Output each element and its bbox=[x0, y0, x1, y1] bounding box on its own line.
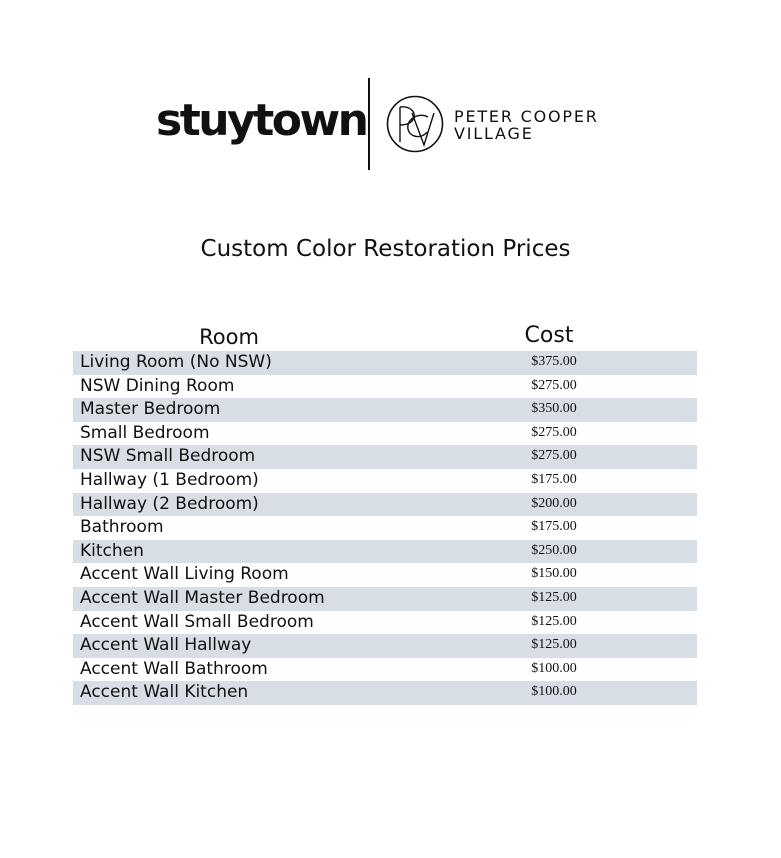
room-cell: Accent Wall Kitchen bbox=[80, 682, 249, 703]
room-cell: Master Bedroom bbox=[80, 399, 221, 420]
cost-cell: $375.00 bbox=[531, 354, 577, 369]
cost-cell: $100.00 bbox=[531, 660, 577, 676]
price-table bbox=[73, 322, 697, 705]
cost-cell: $250.00 bbox=[531, 542, 577, 558]
room-cell: Bathroom bbox=[80, 517, 164, 538]
cost-cell: $275.00 bbox=[531, 448, 577, 464]
column-header-room: Room bbox=[199, 325, 259, 349]
table-row bbox=[73, 493, 697, 517]
column-header-cost: Cost bbox=[524, 323, 574, 348]
room-cell: Hallway (1 Bedroom) bbox=[80, 469, 259, 490]
cost-cell: $125.00 bbox=[531, 613, 577, 629]
table-row bbox=[73, 563, 697, 587]
room-cell: NSW Dining Room bbox=[80, 375, 235, 396]
stuytown-logo: stuytown bbox=[156, 95, 367, 146]
brand-header bbox=[0, 78, 781, 170]
cost-cell: $350.00 bbox=[531, 401, 577, 417]
room-cell: Living Room (No NSW) bbox=[80, 352, 272, 372]
room-cell: Accent Wall Small Bedroom bbox=[80, 611, 314, 632]
wordmark-line-1: PETER COOPER bbox=[454, 107, 599, 126]
cost-cell: $125.00 bbox=[531, 637, 577, 653]
room-cell: Accent Wall Hallway bbox=[80, 635, 252, 656]
room-cell: Kitchen bbox=[80, 540, 144, 561]
table-row bbox=[73, 516, 697, 540]
cost-cell: $175.00 bbox=[531, 471, 577, 487]
table-row bbox=[73, 611, 697, 635]
table-row bbox=[73, 398, 697, 422]
table-row bbox=[73, 634, 697, 658]
table-row bbox=[73, 540, 697, 564]
cost-cell: $100.00 bbox=[531, 684, 577, 700]
cost-cell: $200.00 bbox=[531, 495, 577, 511]
room-cell: Accent Wall Master Bedroom bbox=[80, 587, 325, 608]
cost-cell: $275.00 bbox=[531, 377, 577, 393]
table-row bbox=[73, 422, 697, 446]
room-cell: NSW Small Bedroom bbox=[80, 446, 256, 467]
table-row bbox=[73, 445, 697, 469]
cost-cell: $275.00 bbox=[531, 424, 577, 440]
table-row bbox=[73, 681, 697, 705]
pcv-monogram-icon bbox=[386, 95, 444, 153]
peter-cooper-village-wordmark bbox=[454, 108, 599, 142]
table-row bbox=[73, 375, 697, 399]
cost-cell: $175.00 bbox=[531, 519, 577, 535]
cost-cell: $125.00 bbox=[531, 589, 577, 605]
logo-divider bbox=[368, 78, 370, 170]
cost-cell: $150.00 bbox=[531, 566, 577, 582]
table-row bbox=[73, 658, 697, 682]
table-row bbox=[73, 469, 697, 493]
room-cell: Accent Wall Living Room bbox=[80, 564, 289, 585]
table-row bbox=[73, 351, 697, 375]
room-cell: Hallway (2 Bedroom) bbox=[80, 493, 259, 514]
wordmark-line-2: VILLAGE bbox=[454, 124, 534, 143]
page-title: Custom Color Restoration Prices bbox=[200, 236, 571, 262]
room-cell: Small Bedroom bbox=[80, 422, 210, 443]
table-row bbox=[73, 587, 697, 611]
table-header bbox=[73, 322, 697, 351]
room-cell: Accent Wall Bathroom bbox=[80, 658, 268, 679]
